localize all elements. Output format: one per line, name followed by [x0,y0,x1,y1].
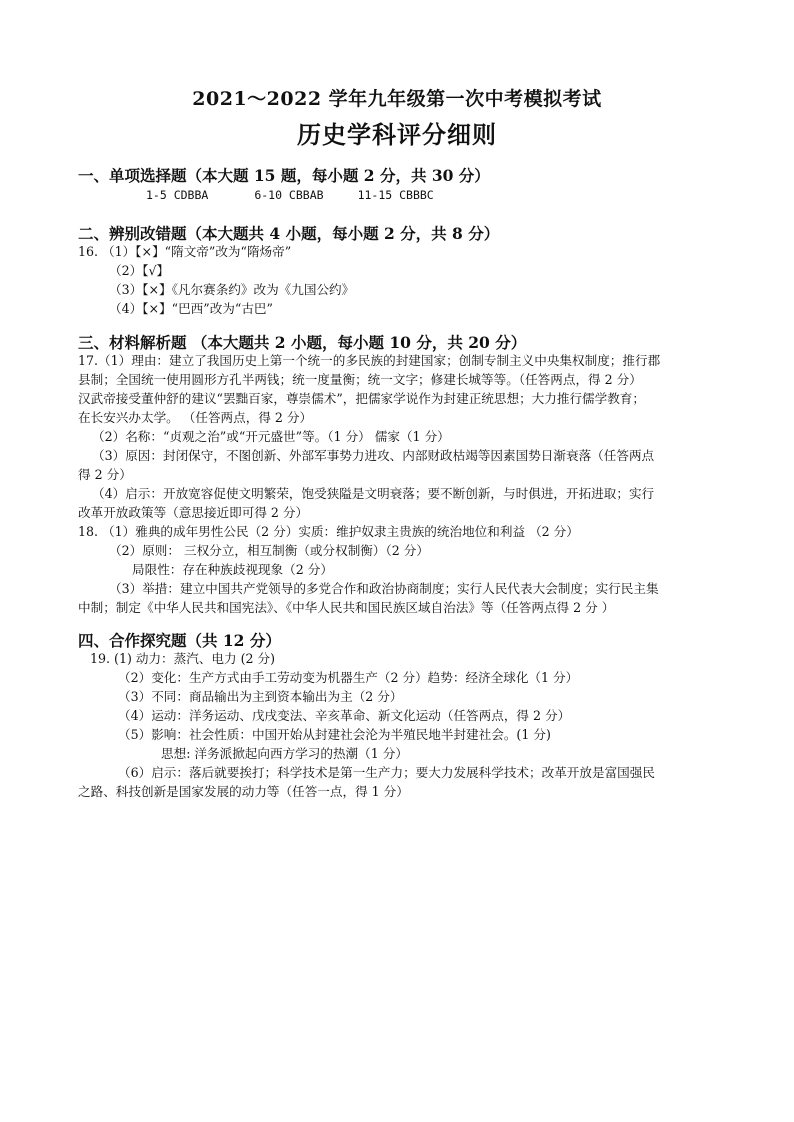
q18-line-1: 18. （1）雅典的成年男性公民（2 分）实质：维护奴隶主贵族的统治地位和利益 （2 分） [78,524,579,539]
q19-line-1: 19. (1) 动力：蒸汽、电力 (2 分) [90,651,276,666]
q19-line-2: （2）变化：生产方式由手工劳动变为机器生产（2 分）趋势：经济全球化（1 分） [118,670,579,685]
q19-line-5: （5）影响：社会性质：中国开始从封建社会沦为半殖民地半封建社会。(1 分) [118,727,551,742]
section2-heading: 二、辨别改错题（本大题共 4 小题，每小题 2 分，共 8 分） [78,224,500,243]
q17-line-7: 得 2 分） [78,467,132,482]
q17-line-4: 在长安兴办太学。 （任答两点，得 2 分） [78,410,313,425]
q19-line-4: （4）运动：洋务运动、戊戌变法、辛亥革命、新文化运动（任答两点，得 2 分） [118,708,571,723]
q16-line-4: （4）【×】“巴西”改为“古巴” [109,301,273,316]
q17-line-1: 17.（1）理由：建立了我国历史上第一个统一的多民族的封建国家；创制专制主义中央集权制度；推行郡 [78,353,661,368]
q18-line-4: （3）举措：建立中国共产党领导的多党合作和政治协商制度；实行人民代表大会制度；实行民主集 [109,581,659,596]
mc-answers [146,186,434,204]
mc-answers-1-5: 1-5 CDBBA [146,188,209,202]
q18-line-3: 局限性：存在种族歧视现象（2 分） [132,562,333,577]
q16-line-1: 16. （1）【×】“隋文帝”改为“隋炀帝” [78,244,292,259]
mc-answers-6-10: 6-10 CBBAB [254,188,324,202]
q19-line-3: （3）不同：商品输出为主到资本输出为主（2 分） [118,689,403,704]
q19-line-8: 之路、科技创新是国家发展的动力等（任答一点，得 1 分） [78,784,409,799]
q18-line-2: （2）原则： 三权分立，相互制衡（或分权制衡）（2 分） [109,543,429,558]
q19-line-7: （6）启示：落后就要挨打；科学技术是第一生产力；要大力发展科学技术；改革开放是富国强民 [118,765,655,780]
exam-title: 2021～2022 学年九年级第一次中考模拟考试 [192,88,602,110]
q17-line-8: （4）启示：开放宽容促使文明繁荣，饱受狭隘是文明衰落；要不断创新，与时俱进，开拓进取；实行 [92,486,655,501]
q16-line-3: （3）【×】《凡尔赛条约》改为《九国公约》 [109,282,355,297]
q17-line-3: 汉武帝接受董仲舒的建议“罢黜百家，尊崇儒术”，把儒家学说作为封建正统思想；大力推行儒学教育； [78,391,646,406]
section3-heading: 三、材料解析题 （本大题共 2 小题，每小题 10 分，共 20 分） [78,333,527,352]
mc-answers-11-15: 11-15 CBBBC [357,188,434,202]
q16-line-2: （2）【√】 [109,263,170,278]
q17-line-5: （2）名称：“贞观之治”或“开元盛世”等。（1 分） 儒家（1 分） [92,429,450,444]
section1-heading: 一、单项选择题（本大题 15 题，每小题 2 分，共 30 分） [78,166,490,185]
q17-line-6: （3）原因：封闭保守，不图创新、外部军事势力进攻、内部财政枯竭等因素国势日渐衰落（任答两点 [92,448,655,463]
q17-line-9: 改革开放政策等（意思接近即可得 2 分） [78,505,309,520]
q18-line-5: 中制；制定《中华人民共和国宪法》、《中华人民共和国民族区域自治法》等（任答两点得 2 分 ） [78,600,615,615]
scoring-rules-title: 历史学科评分细则 [297,120,497,149]
q19-line-6: 思想: 洋务派掀起向西方学习的热潮（1 分） [161,746,408,761]
q17-line-2: 县制；全国统一使用圆形方孔半两钱；统一度量衡；统一文字；修建长城等等。（任答两点，得 2 分） [78,372,642,387]
section4-heading: 四、合作探究题（共 12 分） [78,631,281,650]
